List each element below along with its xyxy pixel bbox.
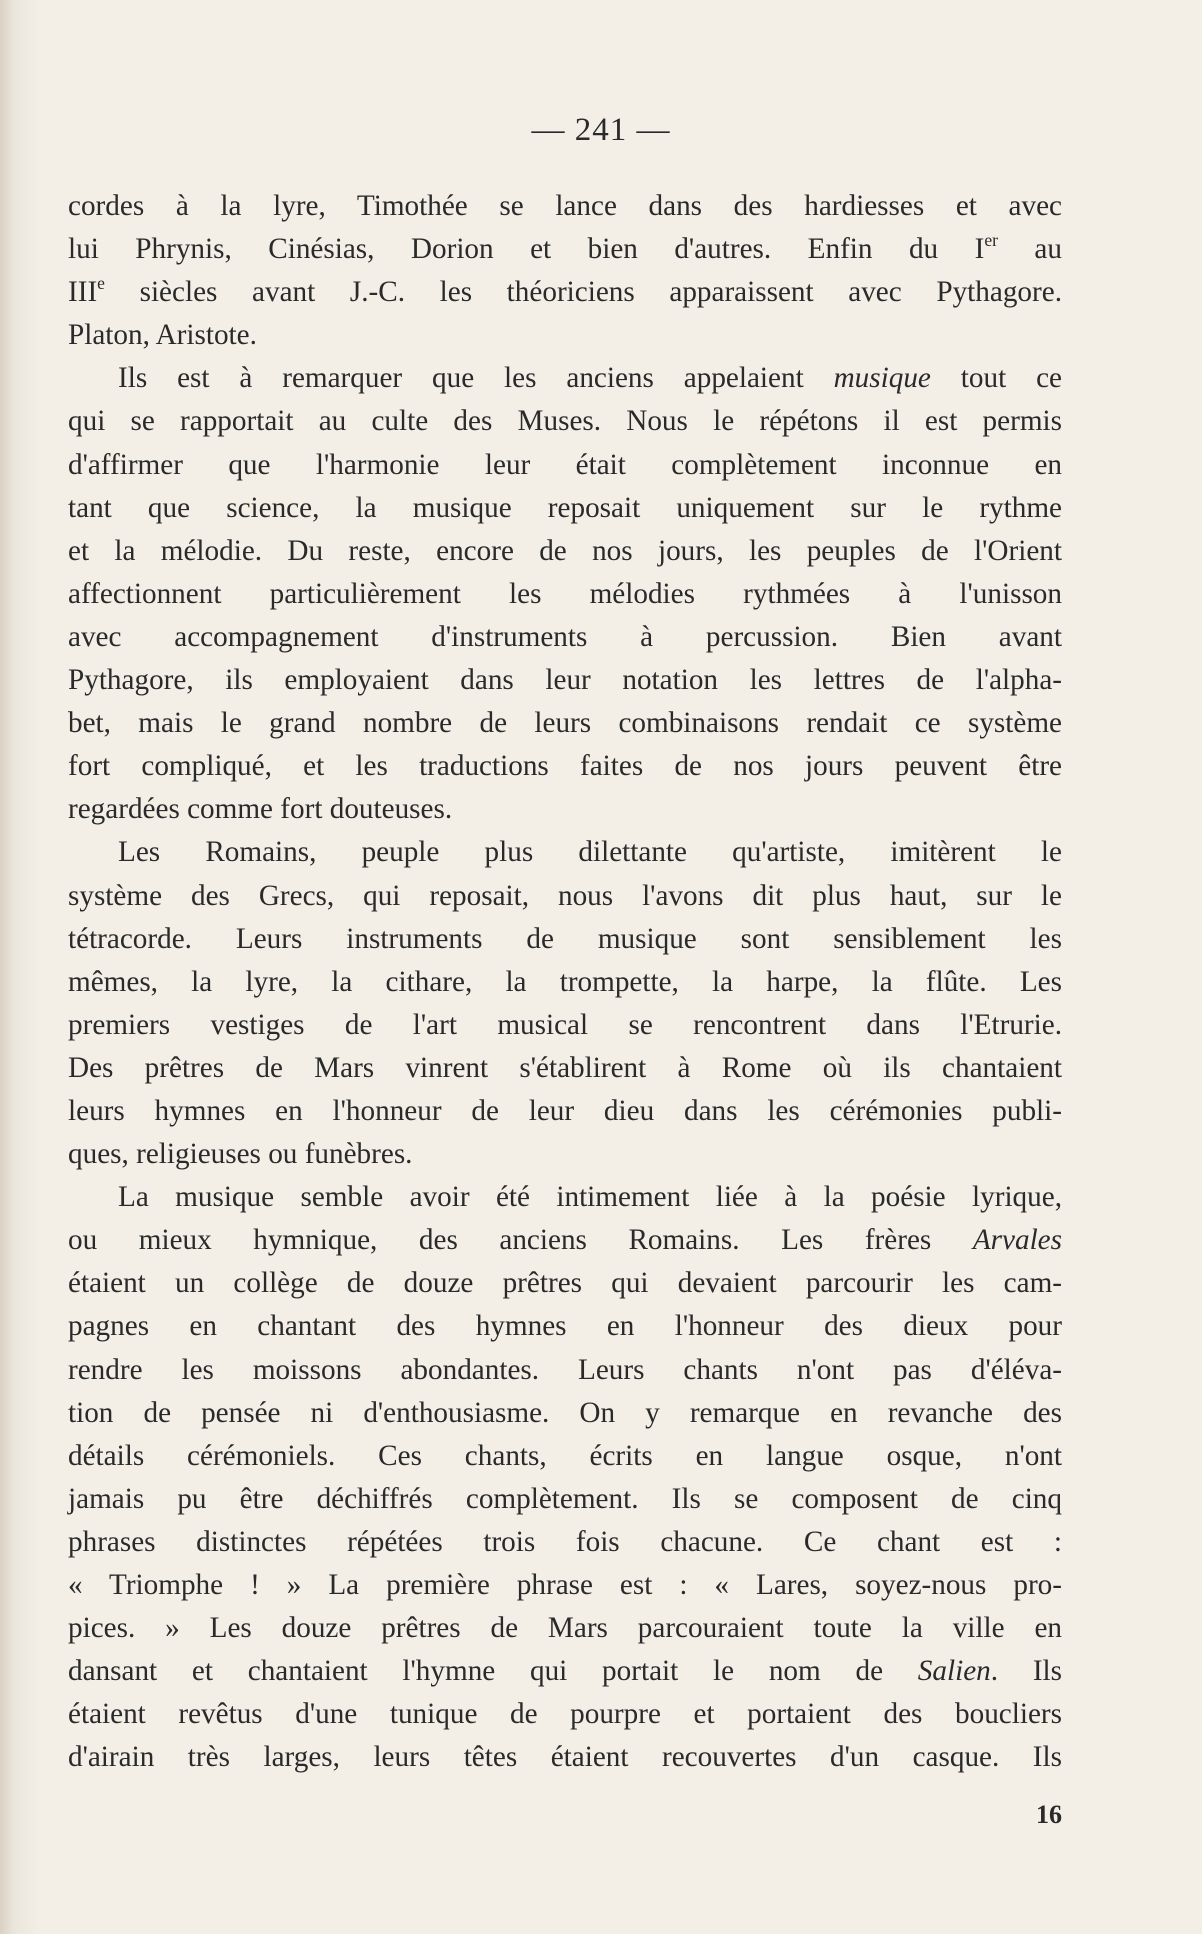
text-line: tétracorde. Leurs instruments de musique sont sensiblement les	[68, 922, 1062, 955]
text-line: système des Grecs, qui reposait, nous l'avons dit plus haut, sur le	[68, 879, 1062, 912]
text-line: Pythagore, ils employaient dans leur notation les lettres de l'alpha-	[68, 664, 1062, 697]
text-line: Les Romains, peuple plus dilettante qu'artiste, imitèrent le	[118, 836, 1062, 869]
text-line: Des prêtres de Mars vinrent s'établirent à Rome où ils chantaient	[68, 1051, 1062, 1084]
text-line: qui se rapportait au culte des Muses. Nous le répétons il est permis	[68, 405, 1062, 438]
page-number-header: — 241 —	[531, 112, 671, 148]
text-line: avec accompagnement d'instruments à percussion. Bien avant	[68, 620, 1062, 653]
text-line: « Triomphe ! » La première phrase est : « Lares, soyez-nous pro-	[68, 1569, 1062, 1601]
text-line: phrases distinctes répétées trois fois chacune. Ce chant est :	[68, 1525, 1062, 1558]
paragraph	[68, 185, 1062, 357]
text-line: étaient un collège de douze prêtres qui devaient parcourir les cam-	[68, 1267, 1062, 1300]
text-line: pices. » Les douze prêtres de Mars parcouraient toute la ville en	[68, 1612, 1062, 1645]
paragraph	[68, 357, 1062, 831]
text-line: ou mieux hymnique, des anciens Romains. Les frères Arvales	[68, 1224, 1062, 1257]
text-line: ques, religieuses ou funèbres.	[68, 1138, 413, 1171]
text-line: et la mélodie. Du reste, encore de nos jours, les peuples de l'Orient	[68, 534, 1062, 567]
text-line: détails cérémoniels. Ces chants, écrits en langue osque, n'ont	[68, 1439, 1062, 1472]
text-line: d'airain très larges, leurs têtes étaient recouvertes d'un casque. Ils	[68, 1741, 1062, 1774]
text-line: La musique semble avoir été intimement liée à la poésie lyrique,	[118, 1181, 1062, 1214]
text-line: tion de pensée ni d'enthousiasme. On y remarque en revanche des	[68, 1396, 1062, 1429]
text-line: étaient revêtus d'une tunique de pourpre et portaient des boucliers	[68, 1698, 1062, 1731]
text-line: jamais pu être déchiffrés complètement. Ils se composent de cinq	[68, 1482, 1062, 1515]
body-text	[68, 185, 1062, 1779]
text-line: dansant et chantaient l'hymne qui portait le nom de Salien. Ils	[68, 1655, 1063, 1688]
text-line: lui Phrynis, Cinésias, Dorion et bien d'autres. Enfin du Ier au	[68, 229, 1062, 266]
text-line: mêmes, la lyre, la cithare, la trompette, la harpe, la flûte. Les	[68, 965, 1062, 998]
text-line: Ils est à remarquer que les anciens appelaient musique tout ce	[118, 362, 1062, 395]
text-line: IIIe siècles avant J.-C. les théoriciens apparaissent avec Pythagore.	[68, 272, 1062, 309]
text-line: rendre les moissons abondantes. Leurs chants n'ont pas d'éléva-	[68, 1353, 1062, 1386]
signature-mark: 16	[1036, 1800, 1062, 1829]
paragraph	[68, 831, 1062, 1176]
text-line: bet, mais le grand nombre de leurs combinaisons rendait ce système	[68, 707, 1062, 740]
text-line: cordes à la lyre, Timothée se lance dans des hardiesses et avec	[68, 190, 1062, 222]
text-line: fort compliqué, et les traductions faites de nos jours peuvent être	[68, 750, 1062, 783]
text-line: regardées comme fort douteuses.	[68, 793, 453, 826]
paragraph	[68, 1176, 1062, 1779]
text-line: tant que science, la musique reposait uniquement sur le rythme	[68, 491, 1062, 524]
text-line: affectionnent particulièrement les mélodies rythmées à l'unisson	[68, 577, 1062, 610]
text-line: Platon, Aristote.	[68, 319, 257, 352]
text-line: leurs hymnes en l'honneur de leur dieu dans les cérémonies publi-	[68, 1094, 1062, 1127]
text-line: pagnes en chantant des hymnes en l'honneur des dieux pour	[68, 1310, 1062, 1343]
text-line: premiers vestiges de l'art musical se rencontrent dans l'Etrurie.	[68, 1008, 1062, 1041]
text-line: d'affirmer que l'harmonie leur était complètement inconnue en	[68, 448, 1062, 481]
